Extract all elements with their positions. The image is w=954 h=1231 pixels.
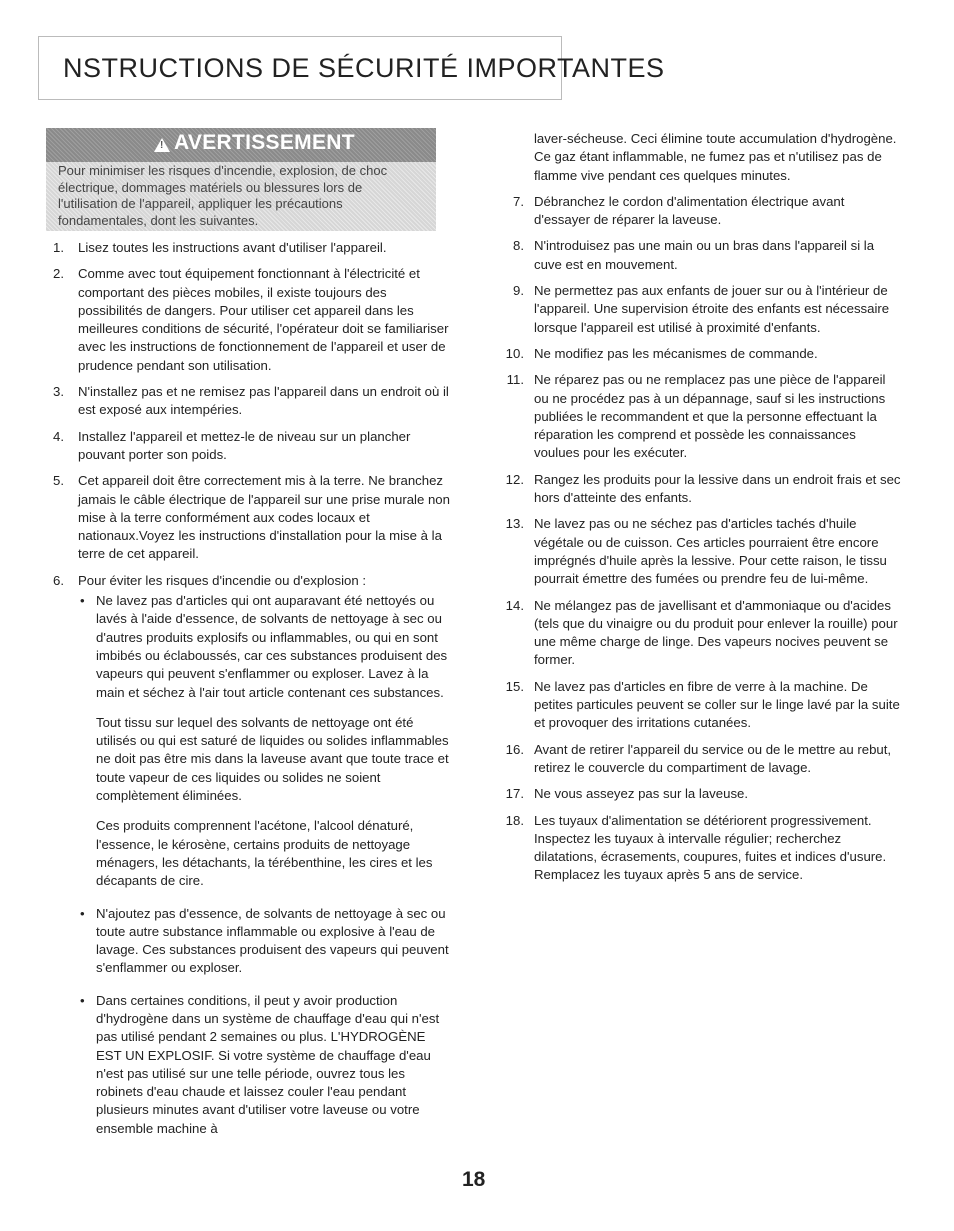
item-text: Ne mélangez pas de javellisant et d'ammoniaque ou d'acides (tels que du vinaigre ou du produit pour enlever la rouille) pour une même charge de linge. Des vapeurs nocives peuvent se former.	[534, 597, 898, 668]
warning-label: AVERTISSEMENT	[174, 131, 355, 154]
item-text: Ne vous asseyez pas sur la laveuse.	[534, 786, 749, 802]
page-number: 18	[462, 1168, 486, 1191]
list-item	[34, 265, 454, 375]
warning-triangle-icon	[154, 138, 170, 152]
item-text: Comme avec tout équipement fonctionnant à l'électricité et comportant des pièces mobiles, il existe toujours des possibilités de dangers. Pour utiliser cet appareil dans les meilleures conditions de sécurité, l'opérateur doit se familiariser avec les instructions de fonctionnement de l'appareil et user de prudence pendant son utilisation.	[78, 266, 449, 373]
list-item	[502, 741, 902, 778]
sub-list-item	[78, 905, 454, 978]
item-number: 9.	[513, 283, 524, 299]
item-text: Débranchez le cordon d'alimentation électrique avant d'essayer de réparer la laveuse.	[534, 193, 845, 228]
item-text: N'introduisez pas une main ou un bras dans l'appareil si la cuve est en mouvement.	[534, 238, 875, 272]
item-text: N'installez pas et ne remisez pas l'appareil dans un endroit où il est exposé aux intempéries.	[78, 384, 449, 418]
page-title: NSTRUCTIONS DE SÉCURITÉ IMPORTANTES	[63, 53, 665, 83]
item-number: 16.	[505, 741, 524, 757]
title-box	[38, 36, 665, 100]
item-number: 3.	[53, 384, 64, 400]
item-text: Ne lavez pas ou ne séchez pas d'articles tachés d'huile végétale ou de cuisson. Ces articles pourraient être encore imprégnés d'huile après la lessive. Pour cette raison, le tissu pourrait émettre des fumées ou prendre feu de lui-même.	[534, 516, 887, 587]
list-item	[34, 383, 454, 420]
list-item	[502, 678, 902, 733]
item-text: Avant de retirer l'appareil du service ou de le mettre au rebut, retirez le couvercle du compartiment de lavage.	[534, 741, 892, 775]
item-number: 12.	[505, 471, 524, 487]
item-number: 14.	[505, 597, 524, 613]
warning-text: Pour minimiser les risques d'incendie, explosion, de choc électrique, dommages matériels ou blessures lors de l'utilisation de l'appareil, appliquer les précautions fondamentales, dont les suivantes.	[58, 163, 388, 228]
item-text: Installez l'appareil et mettez-le de niveau sur un plancher pouvant porter son poids.	[78, 428, 411, 462]
list-item	[502, 193, 902, 230]
item-text: Ne modifiez pas les mécanismes de commande.	[534, 345, 818, 361]
list-item	[34, 428, 454, 465]
sub-item-text: Ne lavez pas d'articles qui ont auparavant été nettoyés ou lavés à l'aide d'essence, de solvants de nettoyage à sec ou d'autres produits explosifs ou inflammables, ou qui en sont imbibés ou éclaboussés, car ces substances produisent des vapeurs qui peuvent s'enflammer ou exploser. Lavez à la main et séchez à l'air tout article contenant ces substances.	[96, 593, 448, 700]
item-text: Ne permettez pas aux enfants de jouer sur ou à l'intérieur de l'appareil. Une supervision étroite des enfants est nécessaire lorsque l'appareil est utilisé à proximité d'enfants.	[534, 283, 890, 335]
sub-item-paragraph: Tout tissu sur lequel des solvants de nettoyage ont été utilisés ou qui est saturé de liquides ou solides inflammables ne doit pas être mis dans la laveuse avant que toute trace et toute vapeur de ces liquides ou solides ne soient complètement éliminées.	[96, 714, 449, 804]
list-item	[502, 237, 902, 274]
item-number: 11.	[506, 372, 524, 388]
item-number: 17.	[505, 786, 524, 802]
warning-box	[46, 128, 436, 231]
item-number: 2.	[53, 266, 64, 282]
item-number: 1.	[53, 240, 64, 255]
continuation-text: laver-sécheuse. Ceci élimine toute accumulation d'hydrogène. Ce gaz étant inflammable, ne fumez pas et n'utilisez pas de flamme vive pendant ces quelques minutes.	[534, 131, 897, 183]
right-list	[502, 193, 902, 885]
sub-list	[78, 592, 454, 1138]
list-item	[34, 472, 454, 563]
list-item	[502, 515, 902, 588]
list-item	[502, 345, 902, 363]
item-number: 13.	[505, 516, 524, 532]
warning-header	[46, 128, 436, 162]
sub-list-item	[78, 992, 454, 1138]
left-list	[34, 239, 454, 1138]
item-number: 6.	[53, 572, 64, 588]
list-item	[502, 812, 902, 885]
sub-item-text: Dans certaines conditions, il peut y avoir production d'hydrogène dans un système de chauffage d'eau qui n'est pas utilisé pendant 2 semaines ou plus. L'HYDROGÈNE EST UN EXPLOSIF. Si votre système de chauffage d'eau n'est pas utilisé sur une telle période, ouvrez tous les robinets d'eau chaude et laissez couler l'eau pendant plusieurs minutes avant d'utiliser votre laveuse ou votre ensemble machine à	[96, 992, 440, 1136]
item-text: Pour éviter les risques d'incendie ou d'explosion :	[78, 572, 367, 588]
list-item	[502, 785, 902, 803]
right-column	[502, 130, 902, 893]
item-text: Ne réparez pas ou ne remplacez pas une pièce de l'appareil ou ne procédez pas à un dépannage, sauf si les instructions publiées le recommandent et que la personne effectuant la réparation les comprend et possède les connaissances voulues pour les exécuter.	[534, 372, 886, 461]
left-column	[34, 128, 454, 1152]
bullet-icon: •	[80, 992, 85, 1008]
item-text: Ne lavez pas d'articles en fibre de verre à la machine. De petites particules peuvent se coller sur le linge lavé par la suite et provoquer des irritations cutanées.	[534, 678, 900, 731]
list-item	[502, 597, 902, 670]
list-item	[502, 282, 902, 337]
item-text: Cet appareil doit être correctement mis à la terre. Ne branchez jamais le câble électrique de l'appareil sur une prise murale non mise à la terre conformément aux codes locaux et nationaux.Voyez les instructions d'installation pour la mise à la terre de cet appareil.	[78, 473, 450, 562]
item-number: 18.	[505, 812, 524, 828]
sub-item-paragraph: Ces produits comprennent l'acétone, l'alcool dénaturé, l'essence, le kérosène, certains produits de nettoyage ménagers, les détachants, la térébenthine, les cires et les décapants de cire.	[96, 818, 433, 889]
item-number: 8.	[513, 238, 524, 254]
item-number: 5.	[53, 473, 64, 489]
item-text: Lisez toutes les instructions avant d'utiliser l'appareil.	[78, 240, 387, 255]
item-number: 4.	[53, 428, 64, 444]
list-item	[502, 371, 902, 462]
item-number: 10.	[505, 345, 524, 361]
item-number: 15.	[505, 678, 524, 694]
list-item	[34, 239, 454, 257]
item-number: 7.	[513, 193, 524, 209]
list-item	[502, 471, 902, 508]
sub-item-text: N'ajoutez pas d'essence, de solvants de nettoyage à sec ou toute autre substance inflammable ou explosive à l'eau de lavage. Ces substances produisent des vapeurs qui peuvent s'enflammer ou exploser.	[96, 905, 449, 976]
sub-list-item	[78, 592, 454, 890]
item-text: Rangez les produits pour la lessive dans un endroit frais et sec hors d'atteinte des enfants.	[534, 471, 901, 506]
bullet-icon: •	[80, 905, 85, 921]
item-text: Les tuyaux d'alimentation se détériorent progressivement. Inspectez les tuyaux à intervalle régulier; recherchez dilatations, écrasements, coupures, fuites et indices d'usure. Remplacez les tuyaux après 5 ans de service.	[534, 812, 887, 883]
bullet-icon: •	[80, 593, 85, 609]
list-item	[34, 572, 454, 1138]
